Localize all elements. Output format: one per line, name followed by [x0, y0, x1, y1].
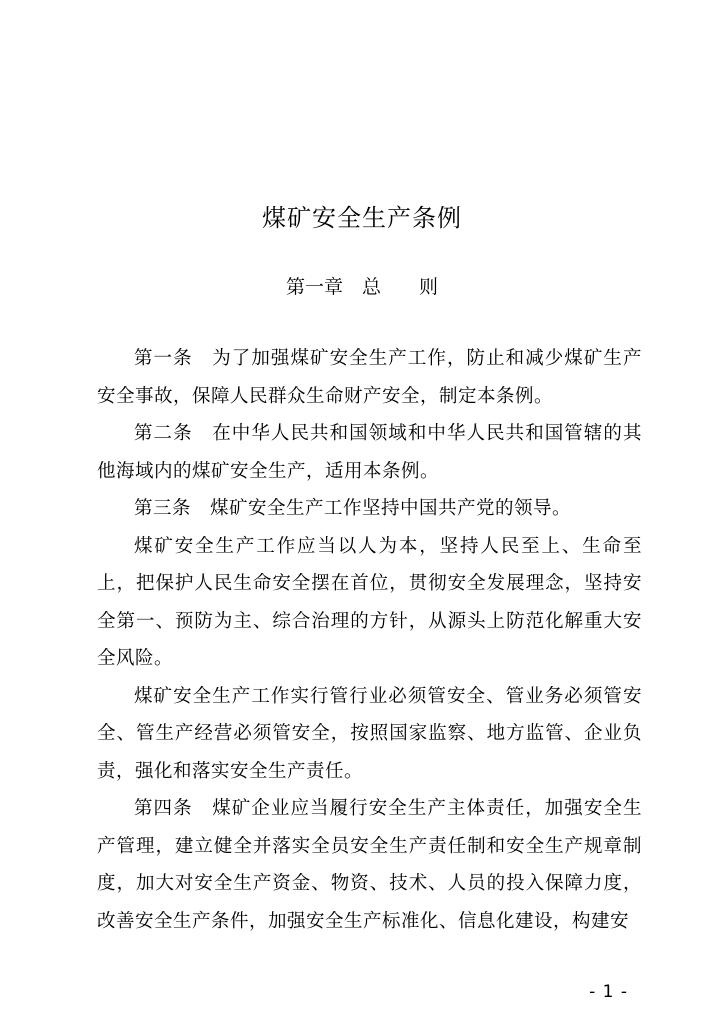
paragraph-article-3-clause-3 [97, 678, 642, 791]
paragraph-text: 煤矿安全生产工作坚持中国共产党的领导。 [210, 498, 572, 519]
paragraph-text: 在中华人民共和国领域和中华人民共和国管辖的其他海域内的煤矿安全生产，适用本条例。 [97, 423, 642, 482]
paragraph-text: 煤矿安全生产工作应当以人为本，坚持人民至上、生命至上，把保护人民生命安全摆在首位，贯彻安全发展理念，坚持安全第一、预防为主、综合治理的方针，从源头上防范化解重大安全风险。 [97, 535, 642, 669]
article-label: 第二条 [134, 423, 213, 444]
paragraph-article-2 [97, 415, 642, 490]
article-label: 第一条 [134, 348, 213, 369]
paragraph-text: 煤矿安全生产工作实行管行业必须管安全、管业务必须管安全、管生产经营必须管安全，按照国家监察、地方监管、企业负责，强化和落实安全生产责任。 [97, 685, 642, 782]
paragraph-text: 为了加强煤矿安全生产工作，防止和减少煤矿生产安全事故，保障人民群众生命财产安全，制定本条例。 [97, 348, 642, 407]
article-label: 第四条 [134, 798, 213, 819]
paragraph-article-4 [97, 790, 642, 940]
article-label: 第三条 [134, 498, 211, 519]
chapter-heading: 第一章 总 则 [285, 276, 438, 298]
page-number: - 1 - [589, 982, 628, 1002]
paragraph-text: 煤矿企业应当履行安全生产主体责任，加强安全生产管理，建立健全并落实全员安全生产责任制和安全生产规章制度，加大对安全生产资金、物资、技术、人员的投入保障力度，改善安全生产条件，加强安全生产标准化、信息化建设，构建安 [97, 798, 642, 932]
document-title: 煤矿安全生产条例 [262, 204, 462, 232]
paragraph-article-3 [97, 490, 642, 528]
paragraph-article-3-clause-2 [97, 528, 642, 678]
document-body [97, 340, 642, 940]
paragraph-article-1 [97, 340, 642, 415]
